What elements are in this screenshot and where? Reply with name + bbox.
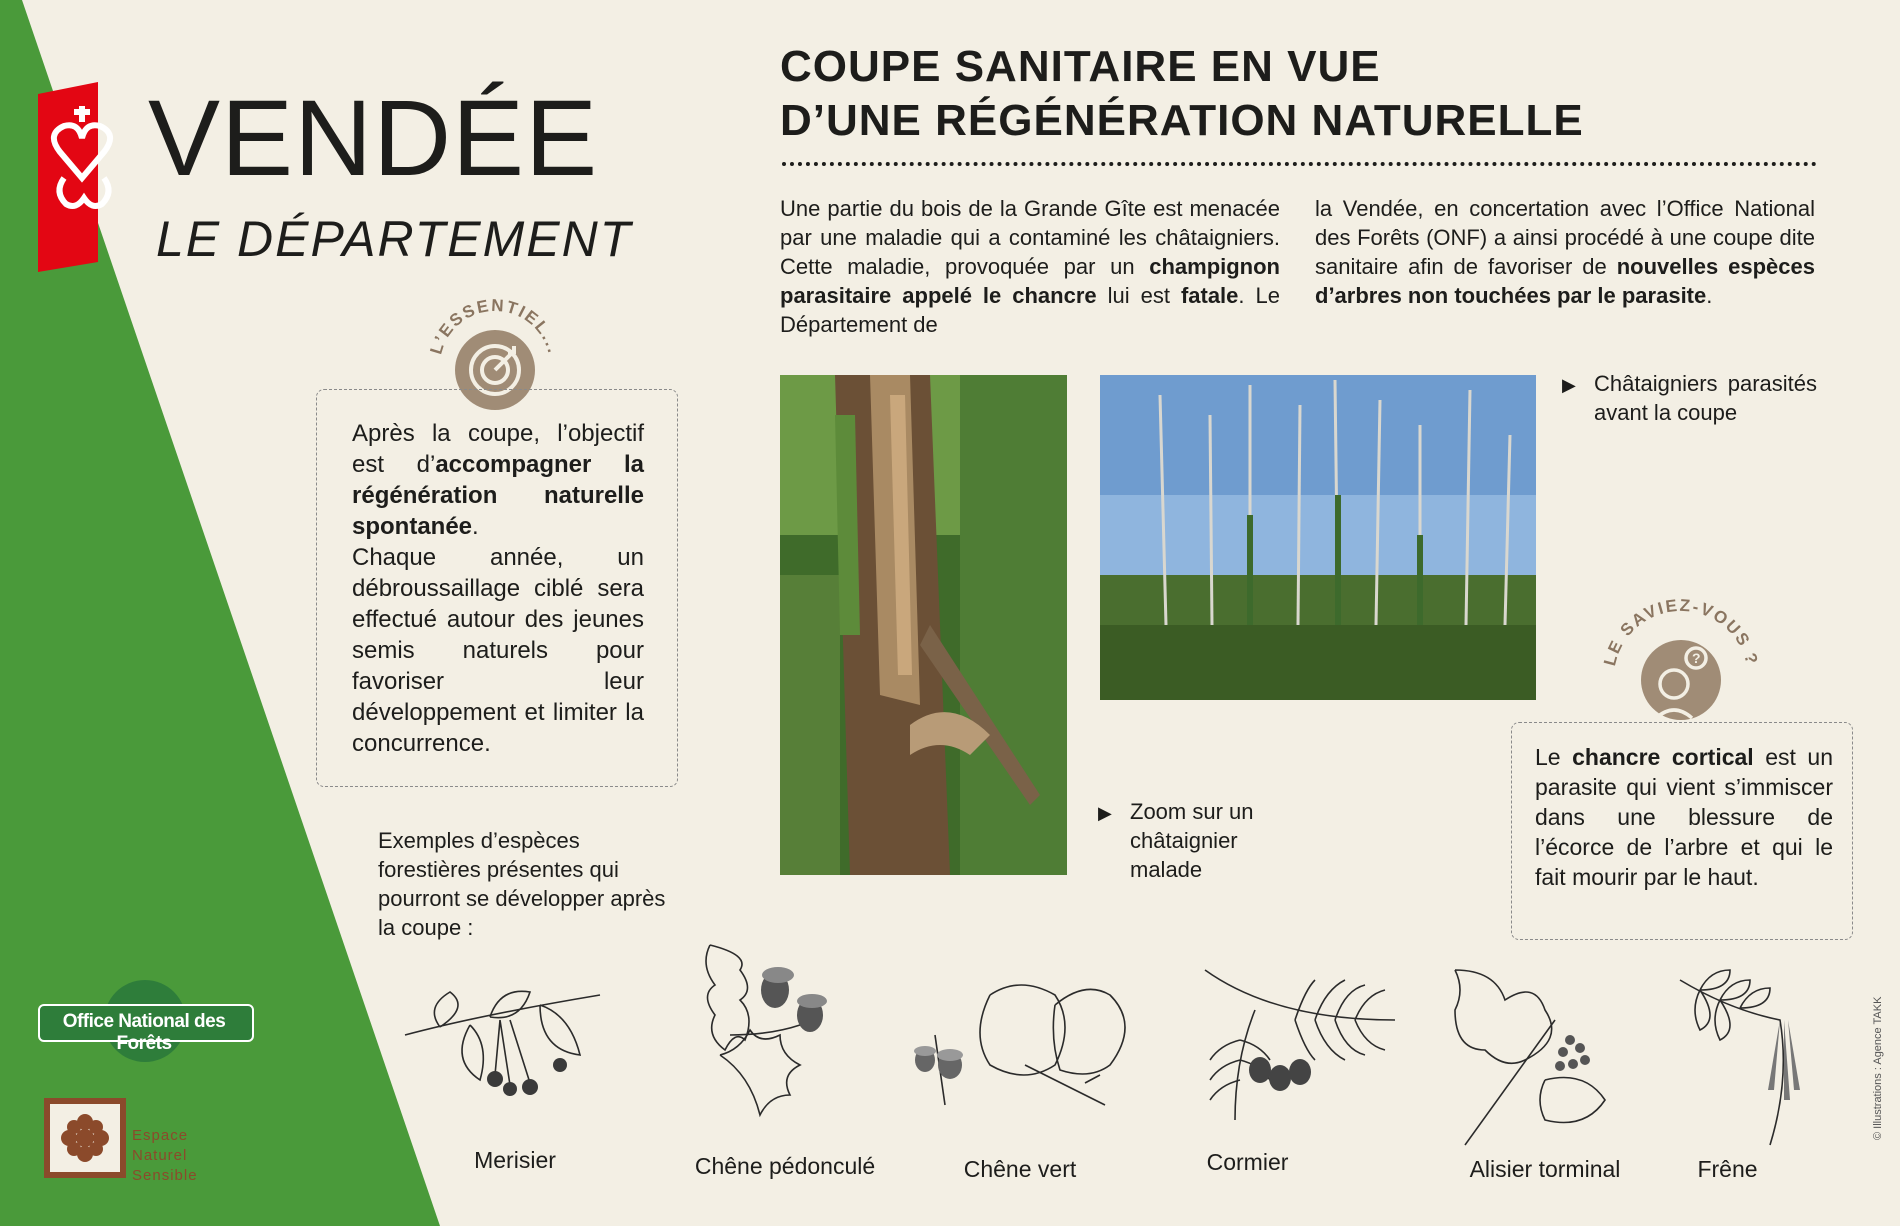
illustration-chene-pedoncule bbox=[680, 935, 850, 1135]
svg-text:?: ? bbox=[1692, 650, 1701, 666]
illustration-frene bbox=[1670, 960, 1815, 1150]
intro-text: lui est bbox=[1096, 283, 1181, 308]
caption-forest-text: Châtaigniers parasités avant la coupe bbox=[1594, 371, 1817, 425]
brand-title: VENDÉE bbox=[148, 77, 599, 198]
essentiel-text-part: . bbox=[472, 513, 479, 540]
saviez-badge bbox=[1596, 592, 1766, 732]
intro-text: la Vendée, en concertation avec l’Office National des Forêts (ONF) a ainsi procédé à une coupe dite sanitaire afin de favoriser de bbox=[1315, 196, 1815, 279]
intro-column-1 bbox=[780, 194, 1280, 339]
intro-bold: champignon parasitaire appelé le chancre bbox=[780, 254, 1280, 308]
species-name-cormier: Cormier bbox=[1206, 1149, 1289, 1175]
photo-parasitized-chestnuts bbox=[1100, 375, 1536, 700]
intro-column-2 bbox=[1315, 194, 1815, 310]
species-name-chene-pedoncule: Chêne pédonculé bbox=[694, 1153, 876, 1179]
brand-subtitle: LE DÉPARTEMENT bbox=[156, 211, 633, 267]
illustration-alisier-torminal bbox=[1435, 960, 1635, 1150]
title-line-1: COUPE SANITAIRE EN VUE bbox=[780, 42, 1381, 91]
illustration-credit: © Illustrations : Agence TAKK bbox=[1872, 996, 1884, 1140]
essentiel-text-part: Chaque année, un débroussaillage ciblé sera effectué autour des jeunes semis naturels pour favoriser leur développement et limiter la concurrence. bbox=[352, 544, 644, 757]
essentiel-bold: accompagner la régénération naturelle spontanée bbox=[352, 451, 644, 540]
ens-line: Naturel bbox=[132, 1147, 188, 1164]
essentiel-text-part: Après la coupe, l’objectif est d’ bbox=[352, 420, 644, 478]
illustration-merisier bbox=[400, 975, 610, 1110]
play-arrow-icon: ▶ bbox=[1562, 375, 1576, 395]
species-name-merisier: Merisier bbox=[474, 1147, 556, 1173]
photo-diseased-chestnut bbox=[780, 375, 1067, 875]
intro-text: . bbox=[1706, 283, 1713, 308]
intro-text: . Le Département de bbox=[780, 283, 1280, 337]
onf-logo bbox=[38, 980, 250, 1060]
essentiel-text bbox=[352, 418, 644, 759]
caption-zoom-text: Zoom sur un châtaignier malade bbox=[1130, 799, 1254, 882]
caption-zoom bbox=[1098, 797, 1298, 884]
page-title bbox=[780, 40, 1584, 148]
intro-text: Une partie du bois de la Grande Gîte est menacée par une maladie qui a contaminé les châtaigniers. Cette maladie, provoquée par un bbox=[780, 196, 1280, 279]
ens-logo bbox=[44, 1098, 126, 1178]
title-line-2: D’UNE RÉGÉNÉRATION NATURELLE bbox=[780, 96, 1584, 145]
intro-bold: nouvelles espèces d’arbres non touchées par le parasite bbox=[1315, 254, 1815, 308]
ens-line: Espace bbox=[132, 1127, 189, 1144]
intro-bold: fatale bbox=[1180, 283, 1239, 308]
saviez-text-part: est un parasite qui vient s’immiscer dans une blessure de l’écorce de l’arbre et qui le fait mourir par le haut. bbox=[1535, 744, 1834, 890]
species-name-alisier-torminal: Alisier torminal bbox=[1469, 1156, 1621, 1182]
essentiel-label: L’ESSENTIEL... bbox=[426, 295, 564, 357]
saviez-text-part: Le bbox=[1535, 744, 1573, 770]
vendee-heart-logo bbox=[38, 82, 138, 272]
saviez-bold: chancre cortical bbox=[1572, 744, 1754, 770]
dotted-divider bbox=[782, 162, 1817, 166]
illustration-cormier bbox=[1195, 960, 1410, 1130]
caption-forest bbox=[1562, 369, 1817, 427]
onf-label: Office National des Forêts bbox=[62, 1011, 226, 1054]
ens-label bbox=[132, 1126, 198, 1186]
illustration-chene-vert bbox=[905, 975, 1150, 1115]
species-name-frene: Frêne bbox=[1697, 1156, 1758, 1182]
species-intro: Exemples d’espèces forestières présentes qui pourront se développer après la coupe : bbox=[378, 828, 666, 940]
play-arrow-icon: ▶ bbox=[1098, 803, 1112, 823]
saviez-label: LE SAVIEZ-VOUS ? bbox=[1600, 595, 1762, 668]
saviez-text bbox=[1535, 742, 1833, 892]
ens-line: Sensible bbox=[132, 1167, 198, 1184]
species-name-chene-vert: Chêne vert bbox=[963, 1156, 1077, 1182]
